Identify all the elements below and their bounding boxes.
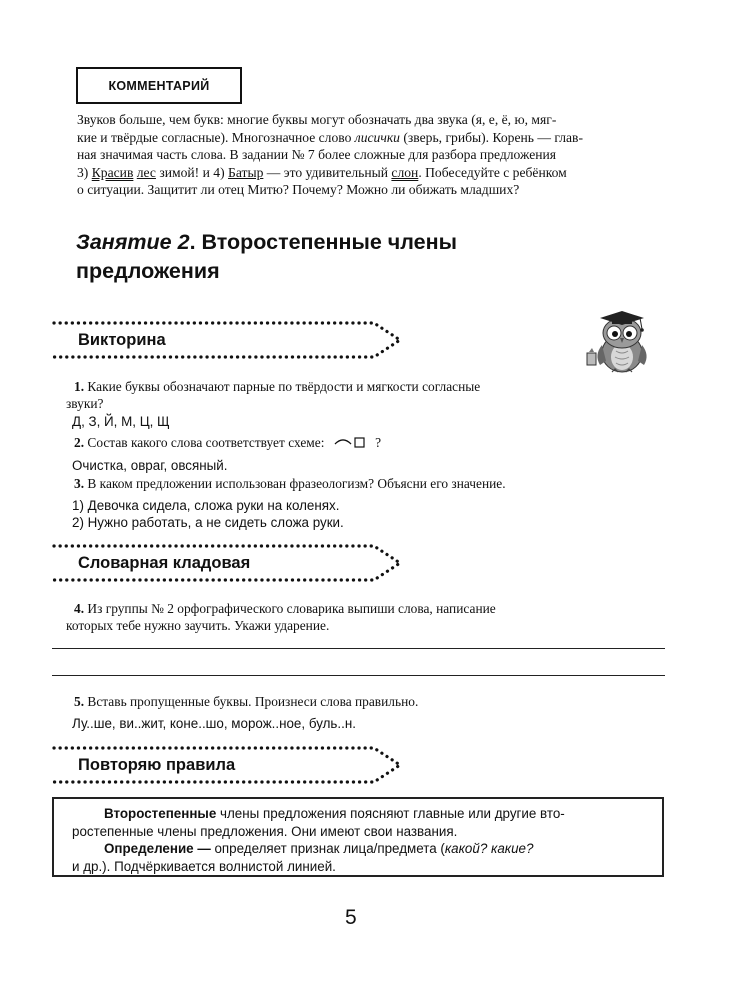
rule-definition-cont: и др.). Подчёркивается волнистой линией. xyxy=(72,858,336,874)
task-3-option-2: 2) Нужно работать, а не сидеть сложа руки. xyxy=(72,515,344,530)
task-3: 3. В каком предложении использован фразеологизм? Объясни его значение. xyxy=(74,476,506,491)
rule-secondary-members-cont: ростепенные члены предложения. Они имеют свои названия. xyxy=(72,823,458,839)
quiz-banner-label: Викторина xyxy=(78,331,166,349)
task-3-option-1: 1) Девочка сидела, сложа руки на коленях. xyxy=(72,498,340,513)
task-1: 1. Какие буквы обозначают парные по твёрдости и мягкости согласные звуки? xyxy=(66,379,481,411)
rule-definition: Определение — определяет признак лица/предмета (какой? какие? xyxy=(104,841,534,856)
lesson-title: Занятие 2. Второстепенные члены предложения xyxy=(76,230,457,283)
comment-line-5: о ситуации. Защитит ли отец Митю? Почему? Можно ли обижать младших? xyxy=(77,182,520,198)
comment-line-4: 3) Красив лес зимой! и 4) Батыр — это удивительный слон. Побеседуйте с ребёнком xyxy=(77,164,567,180)
vocab-banner-label: Словарная кладовая xyxy=(78,554,251,572)
subject-word: Батыр xyxy=(228,164,264,180)
answer-line-1[interactable] xyxy=(52,648,665,649)
comment-text xyxy=(77,111,667,199)
task-1-answer: Д, З, Й, М, Ц, Щ xyxy=(72,414,170,429)
predicate-word: Красив xyxy=(91,164,134,180)
comment-line-3: ная значимая часть слова. В задании № 7 более сложные для разбора предложения xyxy=(77,147,557,163)
subject-word: лес xyxy=(136,164,156,180)
task-2: 2. Состав какого слова соответствует схеме: ? xyxy=(74,435,382,450)
rules-box xyxy=(52,797,664,877)
comment-header: КОММЕНТАРИЙ xyxy=(76,67,242,104)
lesson-number: Занятие 2 xyxy=(76,230,190,254)
task-4: 4. Из группы № 2 орфографического словарика выпиши слова, написание которых тебе нужно заучить. Укажи ударение. xyxy=(66,601,496,633)
task-5: 5. Вставь пропущенные буквы. Произнеси слова правильно. xyxy=(74,694,419,709)
vocab-banner xyxy=(52,544,402,582)
rules-banner xyxy=(52,746,402,784)
comment-line-2: кие и твёрдые согласные). Многозначное слово лисички (зверь, грибы). Корень — глав- xyxy=(77,129,583,145)
quiz-banner xyxy=(52,321,402,359)
comment-line-1: Звуков больше, чем букв: многие буквы могут обозначать два звука (я, е, ё, ю, мяг- xyxy=(77,112,557,127)
italic-word: лисички xyxy=(354,129,400,145)
predicate-word: слон xyxy=(391,164,419,180)
owl-graduate-icon xyxy=(582,305,664,375)
task-2-answer: Очистка, овраг, овсяный. xyxy=(72,458,228,473)
root-suffix-scheme-icon xyxy=(334,435,368,449)
task-5-words: Лу..ше, ви..жит, коне..шо, морож..ное, буль..н. xyxy=(72,716,356,731)
rule-secondary-members: Второстепенные члены предложения поясняют главные или другие вто- xyxy=(104,806,565,821)
answer-line-2[interactable] xyxy=(52,675,665,676)
page-number: 5 xyxy=(345,906,357,929)
rules-banner-label: Повторяю правила xyxy=(78,756,236,774)
